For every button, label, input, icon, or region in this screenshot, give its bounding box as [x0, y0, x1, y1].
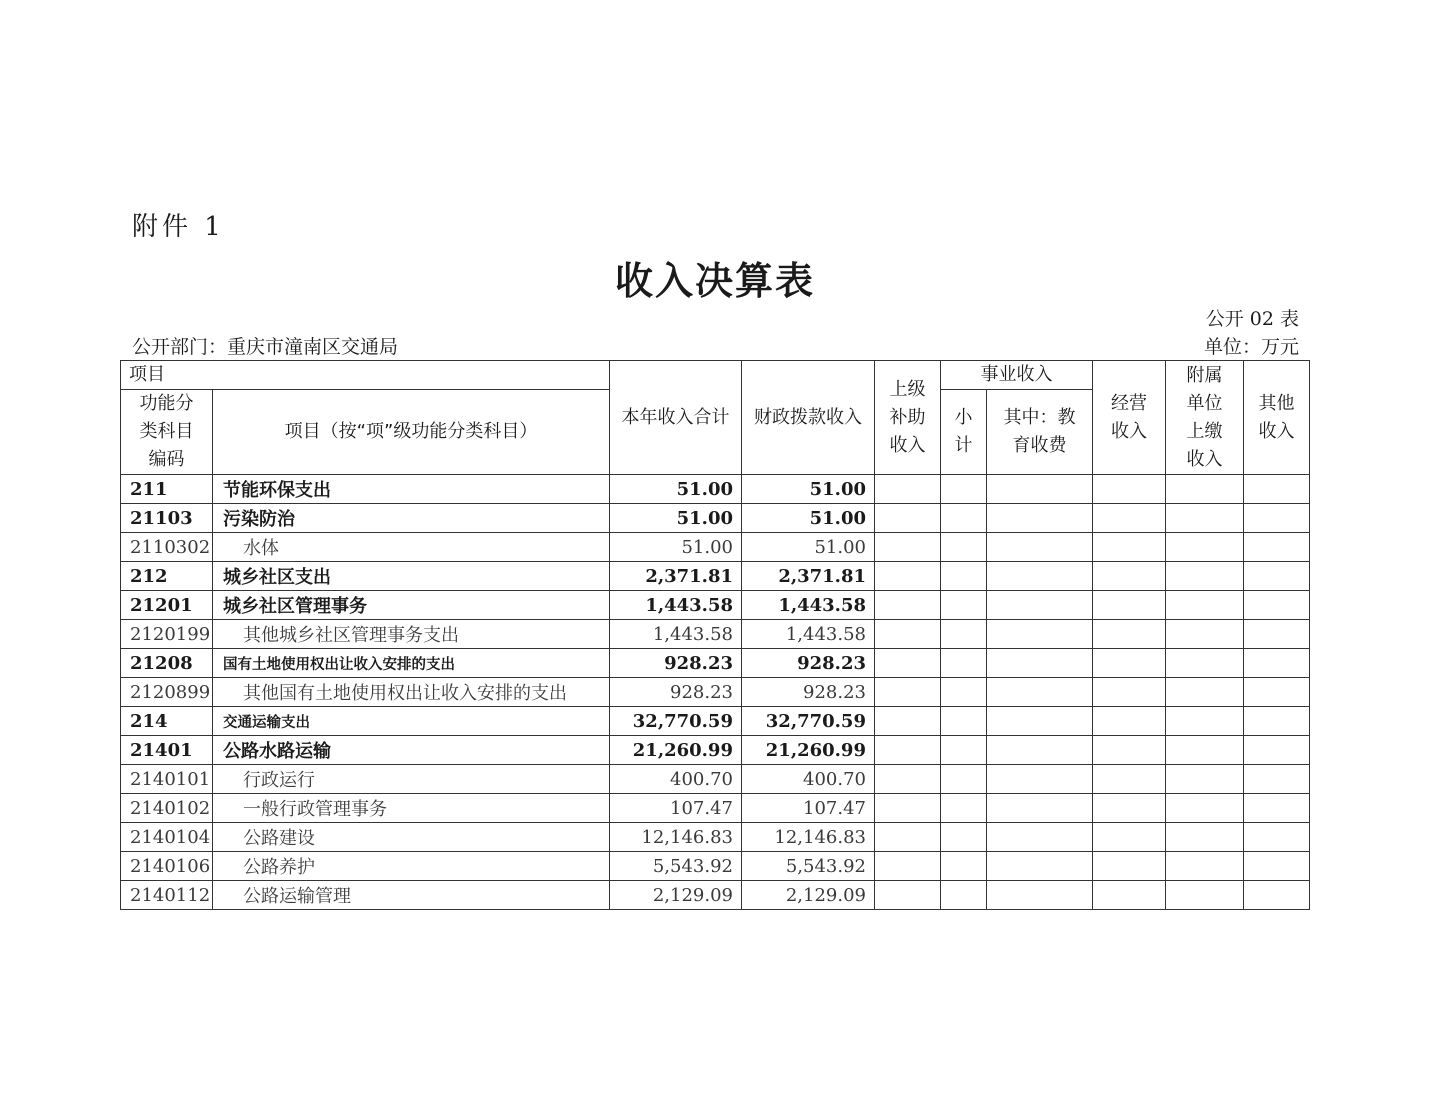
row-fiscal: 928.23 — [742, 649, 875, 678]
row-other — [1244, 736, 1310, 765]
table-row — [121, 620, 1310, 649]
row-total: 1,443.58 — [610, 620, 742, 649]
row-operating — [1093, 591, 1166, 620]
header-business-subtotal: 小计 — [941, 390, 987, 475]
row-other — [1244, 707, 1310, 736]
row-business-subtotal — [941, 881, 987, 910]
row-superior — [875, 736, 941, 765]
header-item: 项目 — [121, 361, 610, 390]
row-fiscal: 51.00 — [742, 475, 875, 504]
unit-label: 单位：万元 — [1203, 336, 1299, 358]
header-code: 功能分类科目编码 — [121, 390, 213, 475]
row-total: 5,543.92 — [610, 852, 742, 881]
header-fiscal: 财政拨款收入 — [742, 361, 875, 475]
row-name: 水体 — [213, 533, 610, 562]
row-fiscal: 21,260.99 — [742, 736, 875, 765]
row-code: 211 — [121, 475, 213, 504]
table-number: 公开 02 表 — [1205, 308, 1299, 330]
row-business-edu — [987, 765, 1093, 794]
row-fiscal: 1,443.58 — [742, 620, 875, 649]
row-code: 212 — [121, 562, 213, 591]
row-affiliated — [1166, 881, 1244, 910]
row-name: 一般行政管理事务 — [213, 794, 610, 823]
row-operating — [1093, 736, 1166, 765]
row-fiscal: 2,371.81 — [742, 562, 875, 591]
header-total: 本年收入合计 — [610, 361, 742, 475]
row-business-subtotal — [941, 765, 987, 794]
row-code: 2140102 — [121, 794, 213, 823]
row-superior — [875, 794, 941, 823]
table-row — [121, 504, 1310, 533]
row-other — [1244, 852, 1310, 881]
row-other — [1244, 823, 1310, 852]
row-code: 2120899 — [121, 678, 213, 707]
header-operating: 经营收入 — [1093, 361, 1166, 475]
row-superior — [875, 881, 941, 910]
row-other — [1244, 475, 1310, 504]
row-fiscal: 400.70 — [742, 765, 875, 794]
row-name: 交通运输支出 — [213, 707, 610, 736]
row-operating — [1093, 678, 1166, 707]
row-business-subtotal — [941, 794, 987, 823]
row-business-edu — [987, 881, 1093, 910]
row-name: 其他城乡社区管理事务支出 — [213, 620, 610, 649]
row-affiliated — [1166, 823, 1244, 852]
row-affiliated — [1166, 794, 1244, 823]
row-business-subtotal — [941, 504, 987, 533]
row-superior — [875, 707, 941, 736]
row-code: 214 — [121, 707, 213, 736]
row-affiliated — [1166, 620, 1244, 649]
row-name: 节能环保支出 — [213, 475, 610, 504]
row-name: 城乡社区管理事务 — [213, 591, 610, 620]
table-row — [121, 591, 1310, 620]
row-other — [1244, 649, 1310, 678]
row-other — [1244, 533, 1310, 562]
row-name: 城乡社区支出 — [213, 562, 610, 591]
table-row — [121, 533, 1310, 562]
row-business-edu — [987, 620, 1093, 649]
row-operating — [1093, 475, 1166, 504]
row-fiscal: 1,443.58 — [742, 591, 875, 620]
row-operating — [1093, 649, 1166, 678]
row-superior — [875, 823, 941, 852]
row-operating — [1093, 823, 1166, 852]
row-total: 1,443.58 — [610, 591, 742, 620]
row-affiliated — [1166, 533, 1244, 562]
row-fiscal: 12,146.83 — [742, 823, 875, 852]
row-superior — [875, 678, 941, 707]
row-fiscal: 107.47 — [742, 794, 875, 823]
row-name: 行政运行 — [213, 765, 610, 794]
row-business-subtotal — [941, 678, 987, 707]
row-fiscal: 928.23 — [742, 678, 875, 707]
header-superior: 上级补助收入 — [875, 361, 941, 475]
table-row — [121, 765, 1310, 794]
row-code: 21201 — [121, 591, 213, 620]
row-total: 51.00 — [610, 475, 742, 504]
row-code: 2140101 — [121, 765, 213, 794]
row-other — [1244, 881, 1310, 910]
row-superior — [875, 475, 941, 504]
table-row — [121, 678, 1310, 707]
row-operating — [1093, 620, 1166, 649]
row-code: 2140112 — [121, 881, 213, 910]
row-other — [1244, 794, 1310, 823]
row-name: 其他国有土地使用权出让收入安排的支出 — [213, 678, 610, 707]
row-superior — [875, 562, 941, 591]
row-business-edu — [987, 852, 1093, 881]
row-affiliated — [1166, 707, 1244, 736]
row-operating — [1093, 794, 1166, 823]
row-total: 2,371.81 — [610, 562, 742, 591]
row-business-edu — [987, 649, 1093, 678]
row-fiscal: 32,770.59 — [742, 707, 875, 736]
row-total: 21,260.99 — [610, 736, 742, 765]
row-total: 51.00 — [610, 533, 742, 562]
row-superior — [875, 852, 941, 881]
department-label: 公开部门：重庆市潼南区交通局 — [132, 336, 399, 358]
row-name: 公路建设 — [213, 823, 610, 852]
header-business: 事业收入 — [941, 361, 1093, 390]
table-row — [121, 823, 1310, 852]
row-superior — [875, 591, 941, 620]
table-row — [121, 562, 1310, 591]
row-affiliated — [1166, 475, 1244, 504]
table-row — [121, 794, 1310, 823]
row-total: 107.47 — [610, 794, 742, 823]
row-name: 国有土地使用权出让收入安排的支出 — [213, 649, 610, 678]
row-name: 污染防治 — [213, 504, 610, 533]
row-other — [1244, 504, 1310, 533]
row-business-subtotal — [941, 620, 987, 649]
row-superior — [875, 765, 941, 794]
row-other — [1244, 678, 1310, 707]
table-row — [121, 881, 1310, 910]
page-title: 收入决算表 — [614, 259, 815, 303]
row-business-edu — [987, 736, 1093, 765]
header-name: 项目（按“项”级功能分类科目） — [213, 390, 610, 475]
table-row — [121, 852, 1310, 881]
row-code: 2140104 — [121, 823, 213, 852]
row-fiscal: 2,129.09 — [742, 881, 875, 910]
table-row — [121, 475, 1310, 504]
row-affiliated — [1166, 591, 1244, 620]
row-superior — [875, 649, 941, 678]
row-other — [1244, 562, 1310, 591]
row-total: 400.70 — [610, 765, 742, 794]
row-other — [1244, 620, 1310, 649]
row-business-subtotal — [941, 591, 987, 620]
row-operating — [1093, 765, 1166, 794]
row-total: 51.00 — [610, 504, 742, 533]
row-code: 21401 — [121, 736, 213, 765]
row-operating — [1093, 881, 1166, 910]
row-affiliated — [1166, 765, 1244, 794]
row-affiliated — [1166, 736, 1244, 765]
row-business-edu — [987, 533, 1093, 562]
table-row — [121, 707, 1310, 736]
row-operating — [1093, 707, 1166, 736]
attachment-label: 附件 1 — [132, 212, 225, 242]
row-superior — [875, 533, 941, 562]
row-fiscal: 5,543.92 — [742, 852, 875, 881]
income-table — [120, 360, 1310, 910]
row-business-subtotal — [941, 533, 987, 562]
row-code: 21208 — [121, 649, 213, 678]
row-business-subtotal — [941, 736, 987, 765]
row-name: 公路运输管理 — [213, 881, 610, 910]
row-total: 2,129.09 — [610, 881, 742, 910]
row-operating — [1093, 504, 1166, 533]
row-affiliated — [1166, 649, 1244, 678]
row-business-subtotal — [941, 475, 987, 504]
row-business-edu — [987, 504, 1093, 533]
row-name: 公路水路运输 — [213, 736, 610, 765]
row-fiscal: 51.00 — [742, 504, 875, 533]
row-business-edu — [987, 707, 1093, 736]
header-other: 其他收入 — [1244, 361, 1310, 475]
row-name: 公路养护 — [213, 852, 610, 881]
row-business-subtotal — [941, 562, 987, 591]
table-row — [121, 736, 1310, 765]
row-other — [1244, 591, 1310, 620]
row-business-subtotal — [941, 707, 987, 736]
row-code: 21103 — [121, 504, 213, 533]
row-total: 12,146.83 — [610, 823, 742, 852]
row-code: 2110302 — [121, 533, 213, 562]
row-total: 32,770.59 — [610, 707, 742, 736]
row-business-edu — [987, 562, 1093, 591]
row-business-edu — [987, 475, 1093, 504]
row-operating — [1093, 562, 1166, 591]
row-business-edu — [987, 678, 1093, 707]
row-code: 2140106 — [121, 852, 213, 881]
row-business-edu — [987, 794, 1093, 823]
header-business-edu: 其中：教育收费 — [987, 390, 1093, 475]
row-superior — [875, 620, 941, 649]
row-affiliated — [1166, 678, 1244, 707]
row-code: 2120199 — [121, 620, 213, 649]
table-row — [121, 649, 1310, 678]
header-affiliated: 附属单位上缴收入 — [1166, 361, 1244, 475]
row-business-edu — [987, 591, 1093, 620]
row-total: 928.23 — [610, 678, 742, 707]
row-business-subtotal — [941, 649, 987, 678]
row-affiliated — [1166, 562, 1244, 591]
row-fiscal: 51.00 — [742, 533, 875, 562]
row-affiliated — [1166, 504, 1244, 533]
row-business-subtotal — [941, 852, 987, 881]
row-operating — [1093, 533, 1166, 562]
row-other — [1244, 765, 1310, 794]
row-affiliated — [1166, 852, 1244, 881]
row-operating — [1093, 852, 1166, 881]
row-business-subtotal — [941, 823, 987, 852]
row-superior — [875, 504, 941, 533]
row-business-edu — [987, 823, 1093, 852]
row-total: 928.23 — [610, 649, 742, 678]
